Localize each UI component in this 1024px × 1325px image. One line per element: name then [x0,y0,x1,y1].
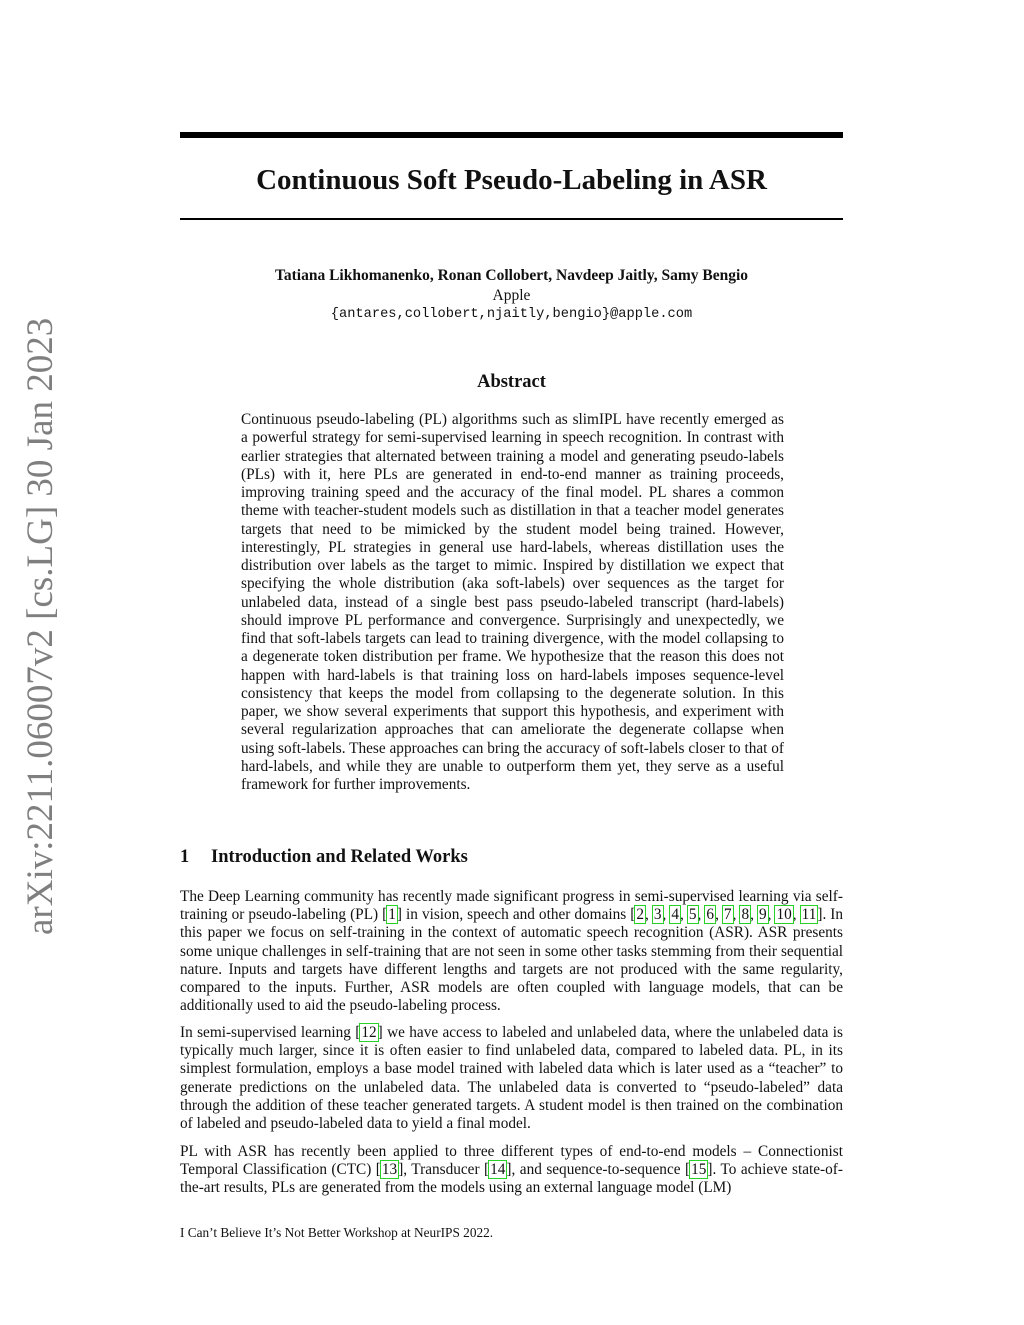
section-heading [180,845,468,869]
separator: , [645,906,653,924]
citation-link[interactable]: 4 [671,906,680,924]
text-run: ] we have access to labeled and unlabeled data, where the unlabeled data is typically much larger, since it is often easier to find unlabeled data, compared to labeled data. PL, in its simplest formulation, employs a base model trained with labeled data which is later used as a “teacher” to generate predictions on the unlabeled data. The unlabeled data is converted to “pseudo-labeled” data through the addition of these teacher generated targets. A student model is then trained on the combination of labeled and pseudo-labeled data to yield a final model. [180,1024,843,1133]
arxiv-stamp: arXiv:2211.06007v2 [cs.LG] 30 Jan 2023 [20,317,61,935]
citation-link[interactable]: 1 [388,906,396,924]
citation-link[interactable]: 5 [688,906,697,924]
text-run: In semi-supervised learning [ [180,1024,361,1041]
intro-paragraph-2 [180,1024,843,1133]
author-list: Tatiana Likhomanenko, Ronan Collobert, Navdeep Jaitly, Samy Bengio [274,267,749,284]
separator: , [792,906,801,924]
abstract-body: Continuous pseudo-labeling (PL) algorithms such as slimIPL have recently emerged as a powerful strategy for semi-supervised learning in speech recognition. In contrast with earlier strategies that alternated between training a model and generating pseudo-labels (PLs) with it, here PLs are generated in end-to-end manner as training proceeds, improving training speed and the accuracy of the final model. PL shares a common theme with teacher-student models such as distillation in that a teacher model generates targets that need to be mimicked by the student model being trained. However, interestingly, PL strategies in general use hard-labels, whereas distillation uses the distribution over labels as the target to mimic. Inspired by distillation we expect that specifying the whole distribution (aka soft-labels) over sequences as the target for unlabeled data, instead of a single best pass pseudo-labeled transcript (hard-labels) should improve PL performance and convergence. Surprisingly and unexpectedly, we find that soft-labels targets can lead to training divergence, with the model collapsing to a degenerate token distribution per frame. We hypothesize that the reason this does not happen with hard-labels is that training loss on hard-labels imposes sequence-level consistency that keeps the model from collapsing to the degenerate solution. In this paper, we show several experiments that support this hypothesis, and experiment with several regularization approaches that can ameliorate the degenerate collapse when using soft-labels. These approaches can bring the accuracy of soft-labels closer to that of hard-labels, and while they are unable to outperform them yet, they serve as a useful framework for further improvements. [241,411,784,793]
paper-title: Continuous Soft Pseudo-Labeling in ASR [256,164,767,196]
text-run: ]. To achieve state-of-the-art results, PLs are generated from the models using an external language model (LM) [180,1161,843,1197]
citation-link[interactable]: 7 [723,906,732,924]
citation-link[interactable]: 8 [741,906,750,924]
citation-link[interactable]: 15 [691,1161,707,1179]
separator: , [767,906,776,924]
title-bottom-rule [180,218,843,220]
separator: , [662,906,671,924]
abstract-heading: Abstract [477,372,546,392]
text-run: ], and sequence-to-sequence [ [506,1161,691,1179]
text-run: The Deep Learning community has recently made significant progress in semi-supervised learning via self-training or pseudo-labeling (PL) [ [180,888,843,924]
citation-link[interactable]: 2 [636,906,644,924]
citation-link[interactable]: 14 [490,1161,506,1179]
separator: , [732,906,741,924]
intro-paragraph-1 [180,888,843,1015]
section-title: Introduction and Related Works [211,847,468,867]
separator: , [750,906,758,924]
title-top-rule [180,132,843,138]
affiliation: Apple [492,287,531,304]
author-emails: {antares,collobert,njaitly,bengio}@apple.com [330,307,693,322]
text-run: ]. In this paper we focus on self-training in the context of automatic speech recognition (ASR). ASR presents some unique challenges in self-training that are not seen in some other tasks stemming from their sequential nature. Inputs and targets have different lengths and targets are not produced with the same regularity, compared to the inputs. Further, ASR models are often coupled with language models, that can be additionally used to aid the pseudo-labeling process. [180,906,844,1015]
separator: , [715,906,723,924]
venue-footnote: I Can’t Believe It’s Not Better Workshop at NeurIPS 2022. [180,1225,494,1240]
separator: , [680,906,688,924]
intro-paragraph-3 [180,1143,843,1198]
citation-link[interactable]: 6 [706,906,715,924]
citation-link[interactable]: 12 [361,1024,377,1041]
citation-link[interactable]: 3 [653,906,662,924]
citation-link[interactable]: 13 [381,1161,398,1179]
text-run: ] in vision, speech and other domains [ [396,906,636,924]
text-run: PL with ASR has recently been applied to three different types of end-to-end models – Connectionist Temporal Classification (CTC) [ [180,1143,843,1179]
citation-link[interactable]: 11 [801,906,817,924]
citation-link[interactable]: 9 [758,906,767,924]
separator: , [697,906,706,924]
text-run: ], Transducer [ [398,1161,490,1179]
citation-link[interactable]: 10 [776,906,792,924]
section-number: 1 [180,847,190,867]
